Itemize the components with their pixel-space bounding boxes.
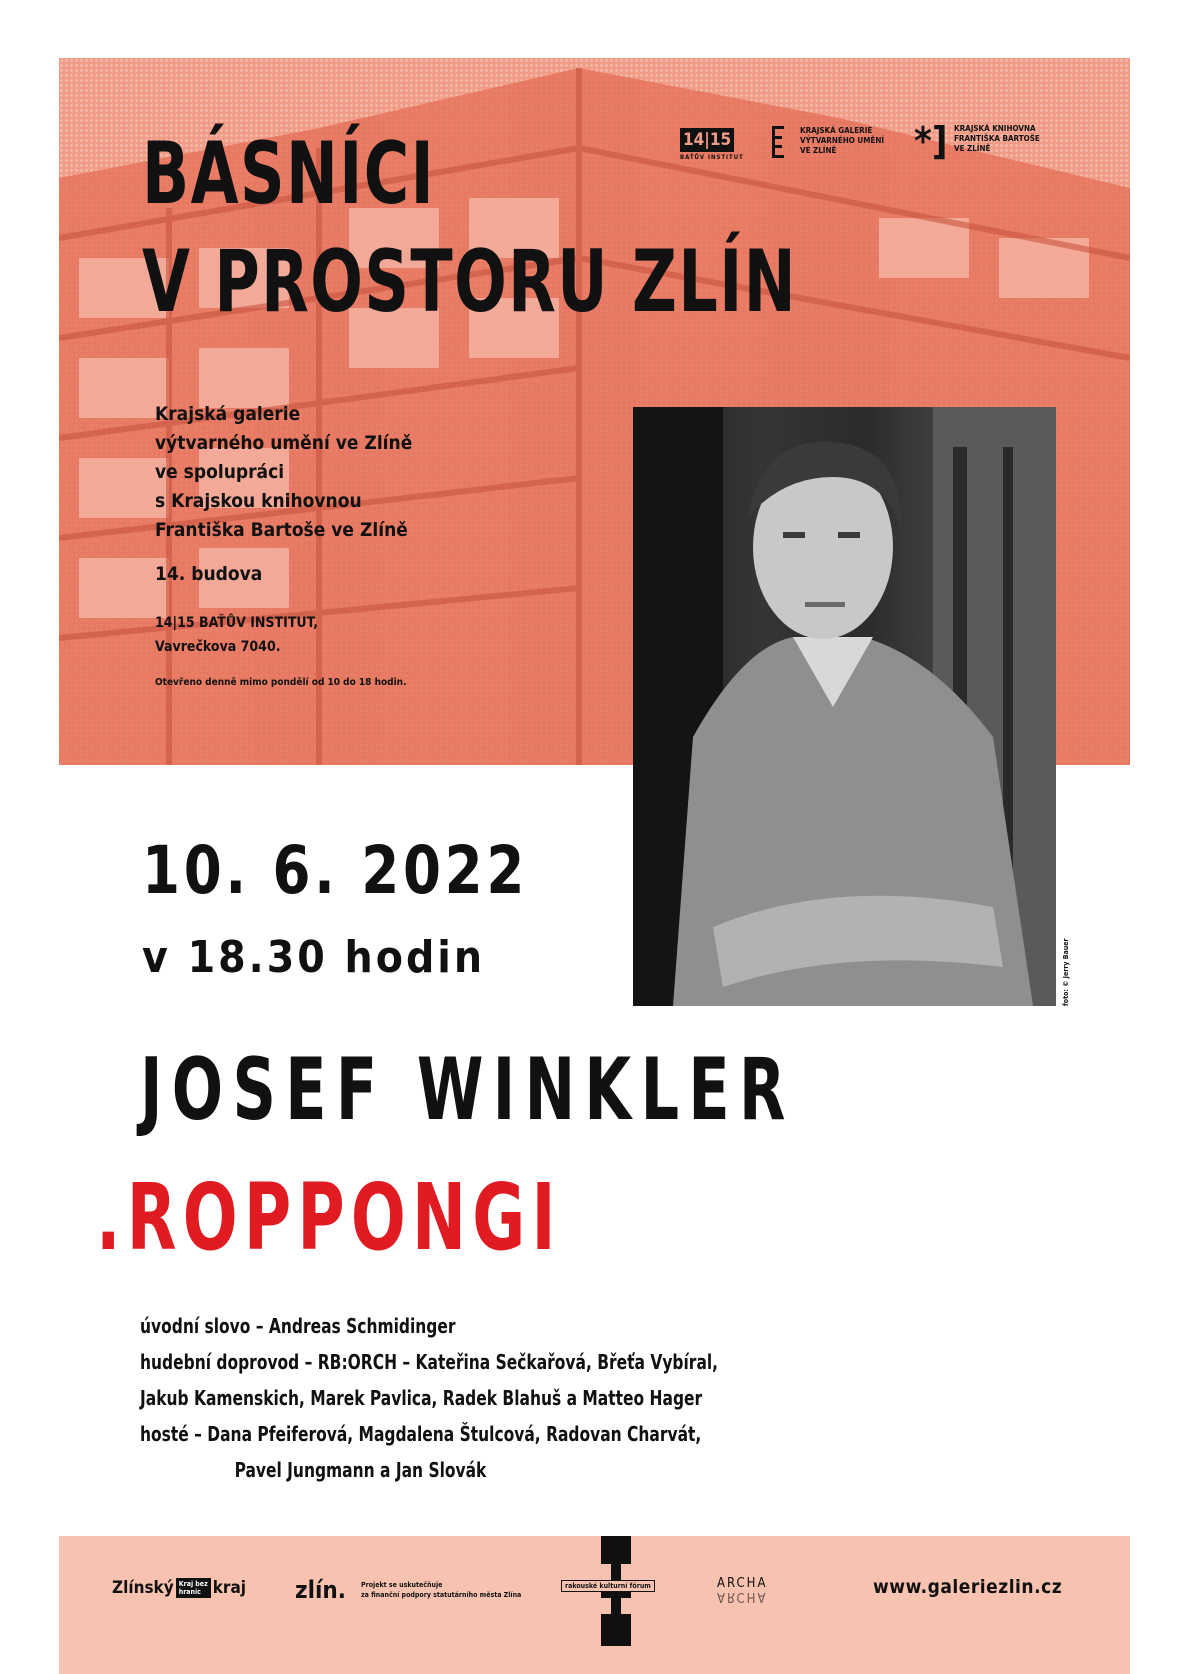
program-line: hosté – Dana Pfeiferová, Magdalena Štulcová, Radovan Charvát, [140, 1422, 702, 1446]
event-date: 10. 6. 2022 [142, 832, 529, 909]
program-line: úvodní slovo – Andreas Schmidinger [140, 1314, 456, 1338]
bata-institute-logo [680, 128, 744, 161]
event-time: v 18.30 hodin [142, 932, 486, 983]
archa-logo [717, 1576, 767, 1604]
address-text: 14|15 BAŤŮV INSTITUT, Vavrečkova 7040. [155, 615, 319, 655]
archa-reflection: ARCHA [717, 1589, 768, 1604]
institute-subtitle: BAŤŮV INSTITUT [680, 154, 744, 161]
book-title: .ROPPONGI [96, 1164, 562, 1271]
venue-info [155, 400, 595, 688]
zlin-region-left: Zlínský [112, 1578, 174, 1598]
website-url: www.galeriezlin.cz [873, 1576, 1063, 1598]
partner-logos-top [0, 119, 1189, 174]
program-credits [140, 1308, 812, 1488]
austrian-forum-logo: rakouské kulturní fórum [561, 1580, 655, 1592]
program-line: hudební doprovod – RB:ORCH – Kateřina Sečkařová, Břeťa Vybíral, [140, 1350, 719, 1374]
zlin-funding-note: Projekt se uskutečňuje za finanční podpory statutárního města Zlína [361, 1581, 522, 1599]
program-line: Pavel Jungmann a Jan Slovák [234, 1458, 487, 1482]
zlin-city-logo: zlín. [295, 1576, 346, 1604]
opening-hours-text: Otevřeno denně mimo pondělí od 10 do 18 hodin. [155, 677, 407, 688]
organizers-text: Krajská galerie výtvarného umění ve Zlíně ve spolupráci s Krajskou knihovnou Františka Bartoše ve Zlíně [155, 403, 413, 541]
building-text: 14. budova [155, 563, 263, 585]
author-portrait-photo [633, 407, 1056, 1006]
photo-credit: foto: © Jerry Bauer [1062, 938, 1070, 1006]
library-logo-text: KRAJSKÁ KNIHOVNA FRANTIŠKA BARTOŠE VE ZLÍNĚ [954, 124, 1040, 153]
zlin-region-right: kraj [212, 1578, 247, 1598]
program-line: Jakub Kamenskich, Marek Pavlica, Radek Blahuš a Matteo Hager [140, 1386, 703, 1410]
library-logo [914, 119, 1040, 163]
institute-number: 14|15 [680, 128, 734, 152]
gallery-logo-text: KRAJSKÁ GALERIE VÝTVARNÉHO UMĚNÍ VE ZLÍNĚ [800, 126, 885, 155]
sponsor-footer [59, 1536, 1130, 1674]
portrait-silhouette [633, 407, 1056, 1006]
zlin-region-logo [112, 1578, 246, 1598]
gallery-mark-icon [772, 126, 784, 158]
library-mark-icon: *] [914, 119, 948, 163]
gallery-logo [776, 126, 884, 156]
author-name: JOSEF WINKLER [140, 1040, 795, 1140]
title-line-2: V PROSTORU ZLÍN [142, 232, 797, 332]
zlin-region-box: Kraj bez hranic [176, 1578, 211, 1598]
archa-text: ARCHA [717, 1576, 768, 1591]
title-line-1: BÁSNÍCI [142, 124, 436, 224]
